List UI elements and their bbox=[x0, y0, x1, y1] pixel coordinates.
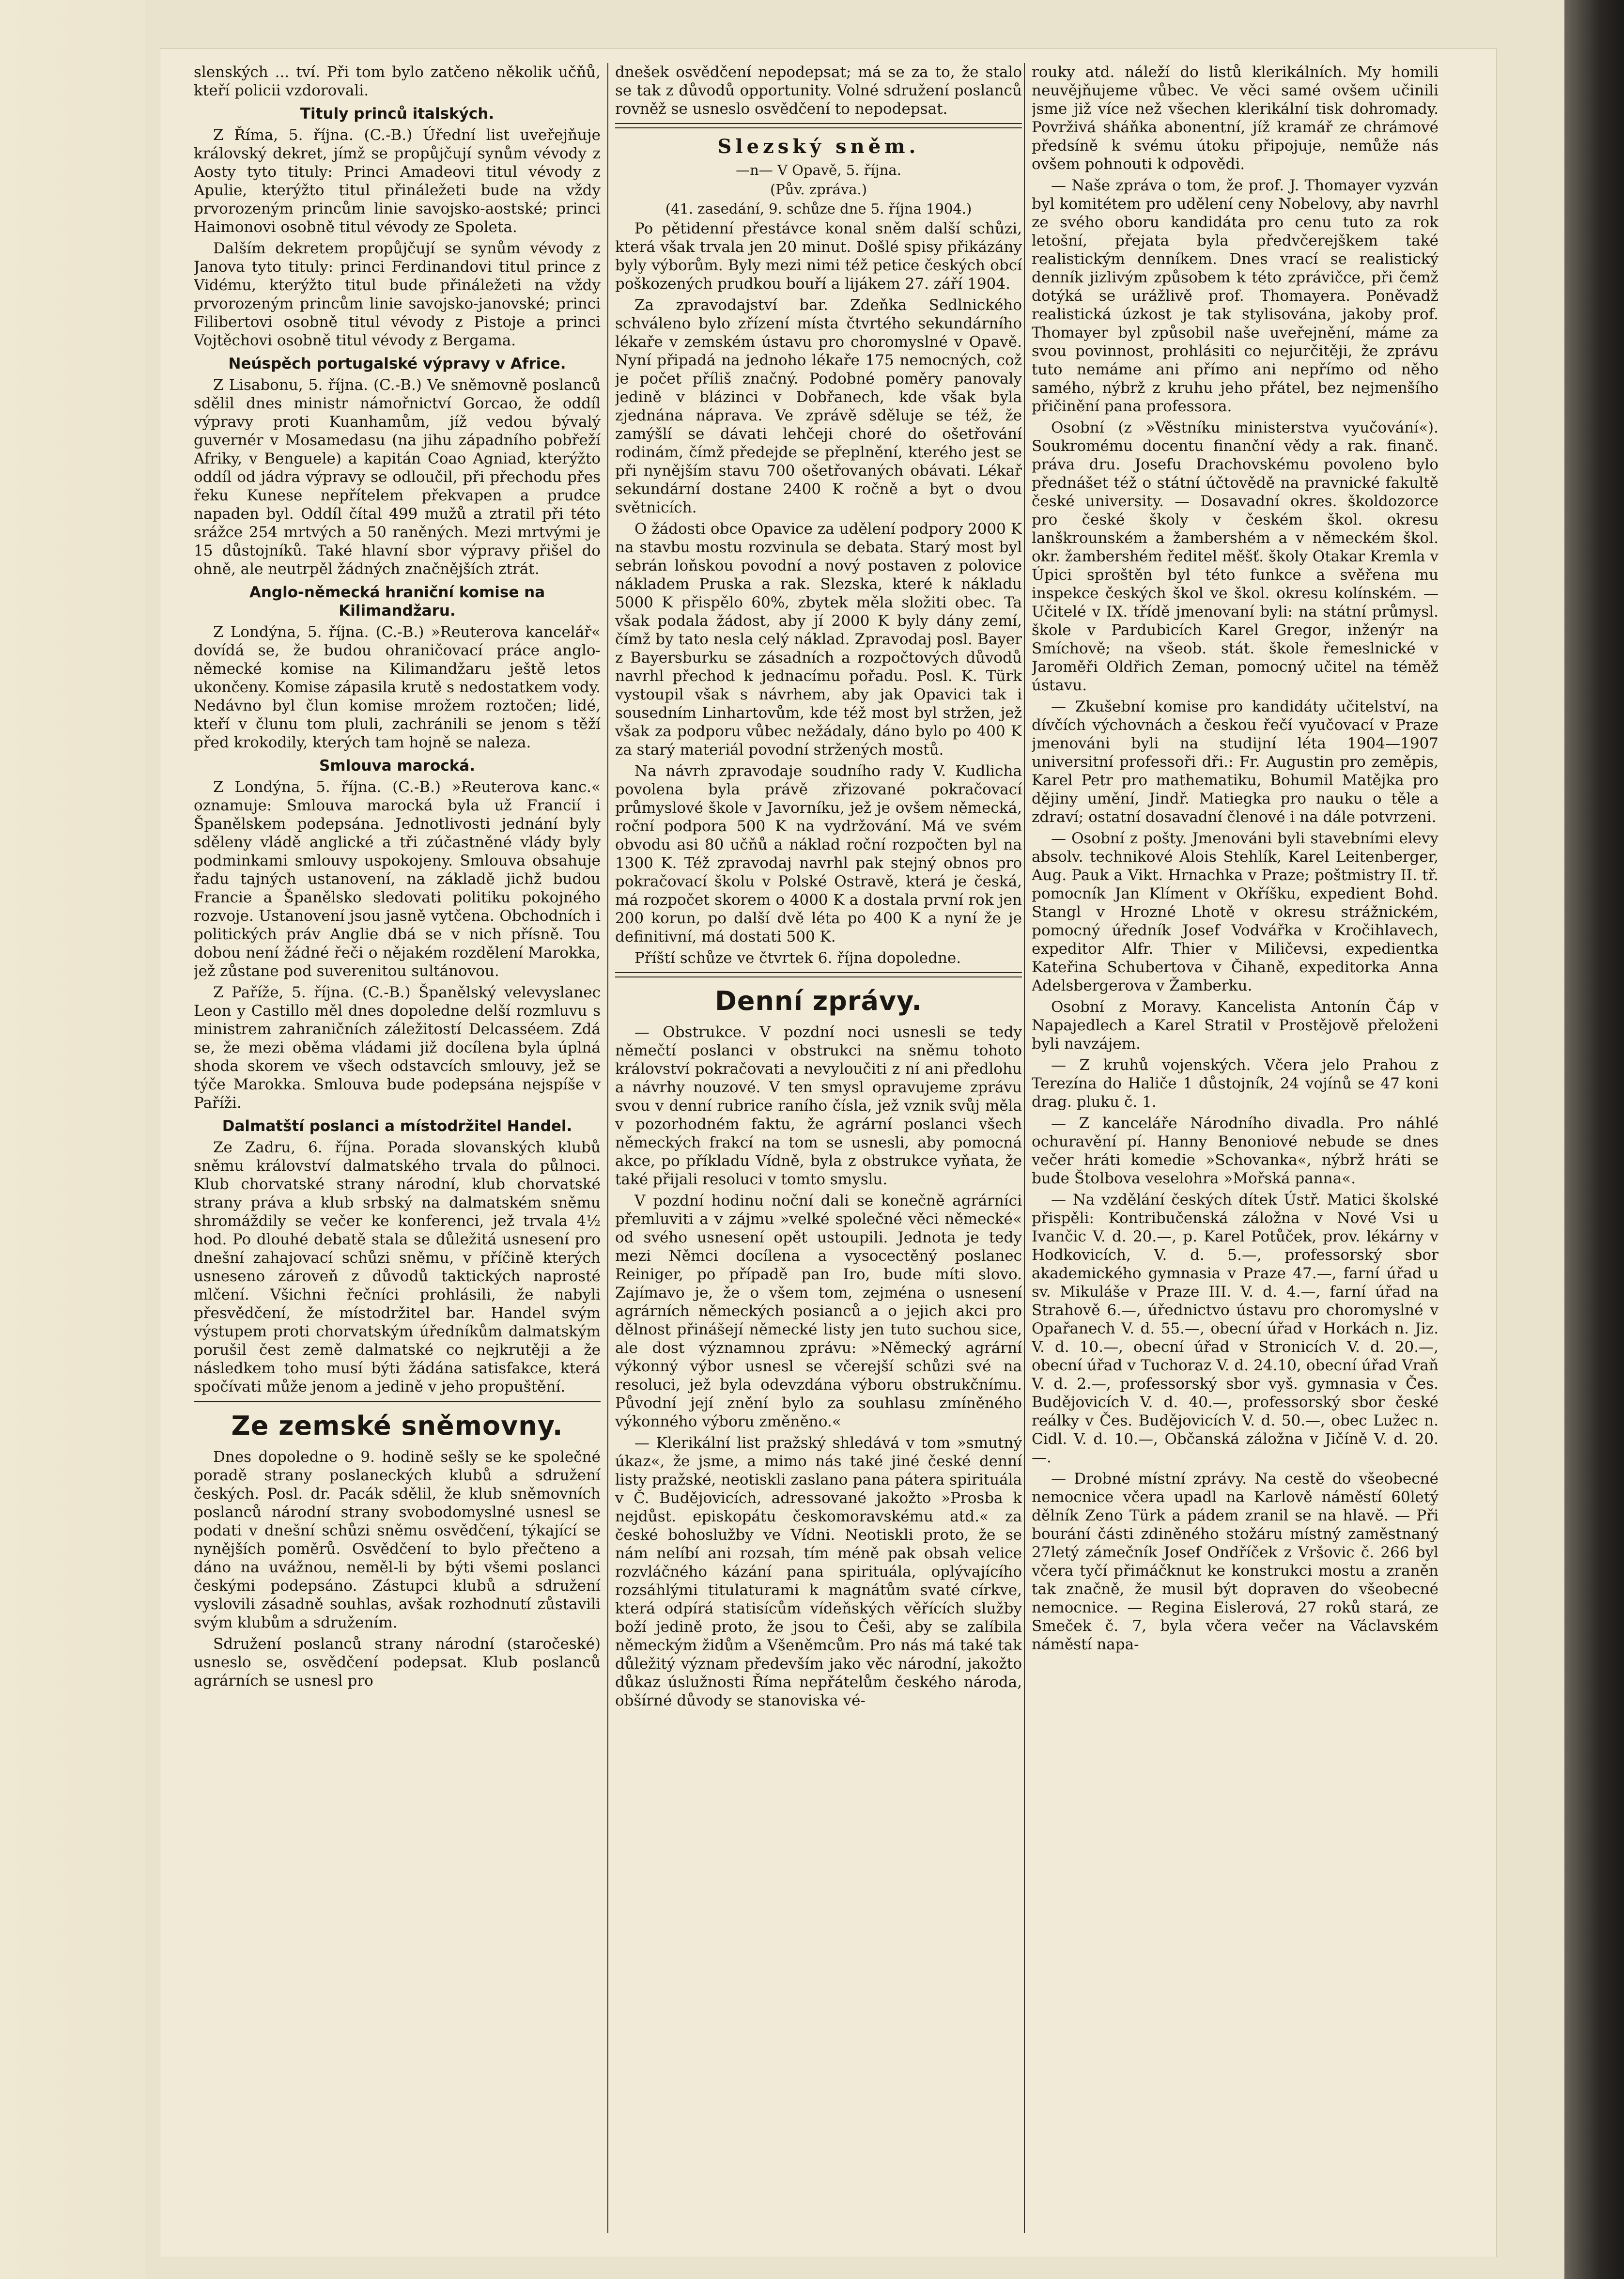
article-heading: Dalmatští poslanci a místodržitel Handel. bbox=[222, 1117, 572, 1135]
source-note: (Pův. zpráva.) bbox=[770, 181, 867, 198]
article-text: Z Říma, 5. října. (C.-B.) Úřední list uveřejňuje královský dekret, jímž se propůjčují synům vévody z Aosty tyto tituly: Princi Amadeovi titul vévody z Apulie, kterýžto titul přináležeti bude na vždy prvorozeným princům linie savojsko-aostské; princi Haimonovi osobně titul vévody ze Spoleta. bbox=[194, 126, 601, 236]
page-spine bbox=[0, 0, 145, 2279]
article-text: Z Paříže, 5. října. (C.-B.) Španělský velevyslanec Leon y Castillo měl dnes dopoledne delší rozmluvu s ministrem zahraničních záležitostí Delcasséem. Zdá se, že mezi oběma vládami již docílena byla úplná shoda skorem ve všech odstavcích smlouvy, jež se týče Marokka. Smlouva bude podepsána nejspíše v Paříži. bbox=[194, 984, 601, 1112]
article-text: Příští schůze ve čtvrtek 6. října dopoledne. bbox=[634, 949, 961, 967]
article-text: Ze Zadru, 6. října. Porada slovanských klubů sněmu království dalmatského trvala do půlnoci. Klub chorvatské strany národní, klub chorvatské strany práva a klub srbský na dalmatském sněmu shromáždily se večer ke konferenci, jež trvala 4½ hod. Po dlouhé debatě stala se důležitá usnesení pro dnešní zahajovací schůzi sněmu, v příčině kterých usneseno zároveň z důvodů taktických naprosté mlčení. Všichni řečníci prohlásili, že nabyli přesvědčení, že místodržitel bar. Handel svým výstupem proti chorvatským úředníkům dalmatským porušil čest země dalmatské co nejkrutěji a že následkem toho musí býti žádána satisfakce, která spočívati může jenom a jedině v jeho propuštění. bbox=[194, 1139, 601, 1395]
article-heading: Neúspěch portugalské výpravy v Africe. bbox=[228, 355, 566, 372]
section-heading: Slezský sněm. bbox=[717, 135, 920, 158]
column-2 bbox=[615, 63, 1022, 2233]
article-text: — Z kruhů vojenských. Včera jelo Prahou z Terezína do Haliče 1 důstojník, 24 vojínů se 47 koni drag. pluku č. 1. bbox=[1032, 1056, 1438, 1111]
page-edge-shadow bbox=[1564, 0, 1624, 2279]
article-text: Dnes dopoledne o 9. hodině sešly se ke společné poradě strany poslaneckých klubů a sdružení českých. Posl. dr. Pacák sdělil, že klub sněmovních poslanců národní strany svobodomyslné usnesl se podati v dnešní schůzi sněmu osvědčení, týkající se nynějších poměrů. Osvědčení to bylo přečteno a dáno na uvážnou, neměl-li by býti všemi poslanci českými podepsáno. Zástupci klubů a sdružení vyslovili zásadně souhlas, avšak rozhodnutí zůstavili svým klubům a sdružením. bbox=[194, 1448, 601, 1631]
article-text: Po pětidenní přestávce konal sněm další schůzi, která však trvala jen 20 minut. Došlé spisy přikázány byly výborům. Byly mezi nimi též petice českých obcí poškozených prudkou bouří a lijákem 27. září 1904. bbox=[615, 220, 1022, 293]
article-text: dnešek osvědčení nepodepsat; má se za to, že stalo se tak z důvodů opportunity. Volné sdružení poslanců rovněž se usneslo osvědčení to nepodepsat. bbox=[615, 63, 1022, 118]
article-text: Sdružení poslanců strany národní (staročeské) usneslo se, osvědčení podepsat. Klub poslanců agrárních se usnesl pro bbox=[194, 1635, 601, 1690]
dateline: —n— V Opavě, 5. října. bbox=[736, 162, 901, 178]
section-heading: Denní zprávy. bbox=[715, 986, 922, 1016]
article-text: — Drobné místní zprávy. Na cestě do všeobecné nemocnice včera upadl na Karlově náměstí 60letý dělník Zeno Türk a pádem zranil se na hlavě. — Při bourání části zdiněného stožáru místný zaměstnaný 27letý zámečník Josef Ondříček z Vršovic č. 266 byl včera tyčí přimáčknut ke konstrukci mostu a zraněn tak značně, že musil být dopraven do všeobecné nemocnice. — Regina Eislerová, 27 roků stará, ze Smeček č. 7, byla včera večer na Václavském náměstí napa- bbox=[1032, 1470, 1438, 1653]
section-heading: Ze zemské sněmovny. bbox=[231, 1411, 563, 1441]
article-text: Dalším dekretem propůjčují se synům vévody z Janova tyto tituly: princi Ferdinandovi titul prince z Vidému, kterýžto titul bude přináležeti na vždy prvorozeným princům linie savojsko-janovské; princi Filibertovi osobně titul vévody z Pistoje a princi Vojtěchovi osobně titul vévody z Bergama. bbox=[194, 240, 601, 349]
article-text: Za zpravodajství bar. Zdeňka Sedlnického schváleno bylo zřízení místa čtvrtého sekundárního lékaře v zemském ústavu pro choromyslné v Opavě. Nyní připadá na jednoho lékaře 175 nemocných, což je počet příliš značný. Podobné poměry panovaly jedině v blázinci v Dobřanech, kde však byla zjednána náprava. Ve zprávě sděluje se též, že zamýšlí se dávati lehčeji choré do ošetřování rodinám, čímž předejde se přeplnění, kterého jest se při nynějším stavu 700 ošetřovaných obávati. Lékař sekundární dostane 2400 K ročně a byt o dvou světnicích. bbox=[615, 296, 1022, 516]
article-text: — Z kanceláře Národního divadla. Pro náhlé ochuravění pí. Hanny Benoniové nebude se dnes večer hráti komedie »Schovanka«, nýbrž hráti se bude Štolbova veselohra »Mořská panna«. bbox=[1032, 1115, 1438, 1187]
article-text: O žádosti obce Opavice za udělení podpory 2000 K na stavbu mostu rozvinula se debata. Starý most byl sebrán loňskou povodní a nový postaven z polovice nákladem Pruska a rak. Slezska, které k nákladu 5000 K přispělo 60%, zbytek měla složiti obec. Ta však podala žádost, aby jí 2000 K byly dány zemí, čímž by tato nesla celý náklad. Zpravodaj posl. Bayer z Bayersburku se zásadních a rozpočtových důvodů navrhl přechod k jednacímu pořadu. Posl. K. Türk vystoupil však s návrhem, aby jak Opavici tak i sousedním Linhartovům, kde též most byl stržen, jež však za podporu vůbec nežádaly, dáno bylo po 400 K za starý materiál povodní stržených mostů. bbox=[615, 520, 1022, 759]
article-text: Osobní z Moravy. Kancelista Antonín Čáp v Napajedlech a Karel Stratil v Prostějově přeloženi byli navzájem. bbox=[1032, 998, 1438, 1053]
section-divider bbox=[615, 972, 1022, 977]
article-text: rouky atd. náleží do listů klerikálních. My homili neuvějňujeme vůbec. Ve věci samé ovšem učinili jsme již více než všechen klerikální tisk dohromady. Povrživá sháňka abonentní, jíž kramář ze chrámové předsíně k svému útoku připojuje, nemůže nás ovšem pohnouti k odpovědi. bbox=[1032, 63, 1438, 173]
column-rule bbox=[607, 63, 608, 2233]
article-text: Z Londýna, 5. října. (C.-B.) »Reuterova kancelář« dovídá se, že budou ohraničovací práce anglo-německé komise na Kilimandžaru ještě letos ukončeny. Komise zápasila krutě s nedostatkem vody. Nedávno byl člun komise mrožem roztočen; lidé, kteří v člunu tom pluli, zachránili se jenom s těží před krokodily, kterých tam hojně se naleza. bbox=[194, 623, 601, 751]
article-text: Osobní (z »Věstníku ministerstva vyučování«). Soukromému docentu finanční vědy a rak. finanč. práva dru. Josefu Drachovskému povoleno bylo přednášet též o státní účtovědě na pravnické fakultě české university. — Dosavadní okres. školdozorce pro české školy v českém škol. okresu lanškrounském a žambershém a v německém škol. okr. žambershém ředitel měšť. školy Otakar Kremla v Úpici sproštěn byl této funkce a svěřena mu inspekce českých škol ve škol. okresu kolínském. — Učitelé v IX. třídě jmenovaní byli: na státní průmysl. škole v Pardubicích Karel Gregor, inženýr na Smíchově; na všeob. stát. škole řemeslnické v Jaroměři Oldřich Zeman, pomocný učitel na téměž ústavu. bbox=[1032, 419, 1438, 694]
article-text: — Zkušební komise pro kandidáty učitelství, na dívčích výchovnách a českou řečí vyučovací v Praze jmenováni byli na studijní léta 1904—1907 universitní professoři dři.: Fr. Augustin pro zeměpis, Karel Petr pro mathematiku, Bohumil Matějka pro dějiny umění, Jindř. Matiegka pro nauku o těle a zdraví; ostatní dosavadní členové i na dále potvrzeni. bbox=[1032, 698, 1438, 826]
column-1 bbox=[194, 63, 601, 2233]
article-text: — Klerikální list pražský shledává v tom »smutný úkaz«, že jsme, a mimo nás také jiné české denní listy pražské, neotiskli zaslano pana pátera spirituála v Č. Budějovicích, adressované jakožto »Prosba k nejdůst. episkopátu českomoravskému atd.« za české bohoslužby ve Vídni. Neotiskli proto, že se nám nelíbí ani rozsah, tím méně pak obsah velice rozvláčného kázání pana spirituála, oplývajícího rozsáhlými titulaturami k magnátům svaté církve, která odpírá statisícům vídeňských věřících služby boží jedině proto, že jsou to Češi, aby se zalíbila německým židům a Všeněmcům. Pro nás má také tak důležitý význam především jako věc národní, jakožto důkaz úslužnosti Říma nepřátelům českého národa, obšírné důvody se stanoviska vé- bbox=[615, 1434, 1022, 1709]
section-divider bbox=[194, 1401, 601, 1402]
article-text: — Obstrukce. V pozdní noci usnesli se tedy němečtí poslanci v obstrukci na sněmu tohoto království pokračovati a nevyloučiti z ní ani předlohu a návrhy nouzové. V ten smysl opravujeme zprávu svou v denní rubrice raního čísla, jež vznik svůj měla v pozorhodném faktu, že agrární poslanci všech německých frakcí na tom se usnesli, aby pomocná akce, po příkladu Vídně, byla z obstrukce vyňata, že také přijali resoluci v tomto smyslu. bbox=[615, 1023, 1022, 1188]
session-note: (41. zasedání, 9. schůze dne 5. října 1904.) bbox=[665, 201, 972, 217]
article-heading: Anglo-německá hraniční komise na Kilimandžaru. bbox=[249, 584, 545, 620]
article-heading: Tituly princů italských. bbox=[300, 105, 495, 123]
article-text: — Na vzdělání českých dítek Ústř. Matici školské přispěli: Kontribučenská záložna v Nové Vsi u Ivančic V. d. 20.—, p. Karel Potůček, prov. lékárny v Hodkovicích, V. d. 5.—, professorský sbor akademického gymnasia v Praze 47.—, farní úřad u sv. Mikuláše v Praze III. V. d. 4.—, farní úřad na Strahově 6.—, úřednictvo ústavu pro choromyslné v Opařanech V. d. 55.—, obecní úřad v Horkách n. Jiz. V. d. 10.—, obecní úřad v Stronicích V. d. 20.—, obecní úřad v Tuchoraz V. d. 24.10, obecní úřad Vraň V. d. 2.—, professorský sbor vyš. gymnasia v Čes. Budějovicích V. d. 40.—, professorský sbor české reálky v Čes. Budějovicích V. d. 50.—, obec Lužec n. Cidl. V. d. 10.—, Občanská záložna v Jičíně V. d. 20.—. bbox=[1032, 1191, 1438, 1466]
article-heading: Smlouva marocká. bbox=[319, 757, 476, 775]
article-text: V pozdní hodinu noční dali se konečně agrárníci přemluviti a v zájmu »velké společné věci německé« od svého usnesení opět ustoupili. Jednota je tedy mezi Němci docílena a vysocectěný poslanec Reiniger, po případě pan Iro, bude míti slovo. Zajímavo je, že o všem tom, zejména o usnesení agrárních německých posianců a o jejich akci pro dělnost přinášejí německé listy jen tuto suchou sice, ale dost významnou zprávu: »Německý agrární výkonný výbor usnesl se včerejší schůzi své na resoluci, jež byla odevzdána výboru obstrukčnímu. Původní její znění bylo za souhlasu zmíněného výkonného výboru změněno.« bbox=[615, 1192, 1022, 1430]
column-3 bbox=[1032, 63, 1438, 2233]
article-text: Na návrh zpravodaje soudního rady V. Kudlicha povolena byla právě zřizované pokračovací průmyslové škole v Javorníku, jež je ovšem německá, roční podpora 500 K na vydržování. Má ve svém obvodu asi 80 učňů a náklad roční rozpočten byl na 1300 K. Též zpravodaj navrhl pak stejný obnos pro pokračovací školu v Polské Ostravě, která je česká, má rozpočet skorem o 4000 K a dostala první rok jen 200 korun, po další dvě léta po 400 K a nyní že je definitivní, má dostati 500 K. bbox=[615, 762, 1022, 946]
article-text: — Osobní z pošty. Jmenováni byli stavebními elevy absolv. technikové Alois Stehlík, Karel Leitenberger, Aug. Pauk a Vikt. Hrnachka v Praze; poštmistry II. tř. pomocník Jan Klíment v Okříšku, expedient Bohd. Stangl v Hrozné Lhotě v okresu strážnickém, pomocný úředník Josef Vodvářka v Kročihlavech, expeditor Alfr. Thier v Miličevsi, expedientka Kateřina Schubertova v Čihaně, expeditorka Anna Adelsbergerova v Žamberku. bbox=[1032, 830, 1438, 994]
article-text: Z Lisabonu, 5. října. (C.-B.) Ve sněmovně poslanců sdělil dnes ministr námořnictví Gorcao, že oddíl výpravy proti Kuanhamům, jíž vedou bývalý guvernér v Mosamedasu (na jihu západního pobřeží Afriky, v Benguele) a kapitán Coao Agniad, kterýžto oddíl od jádra výpravy se odloučil, při přechodu přes řeku Kunese nepřítelem překvapen a prudce napaden byl. Oddíl čítal 499 mužů a ztratil při této srážce 254 mrtvých a 50 raněných. Mezi mrtvými je 15 důstojníků. Také hlavní sbor výpravy přišel do ohně, ale neutrpěl žádných značnějších ztrát. bbox=[194, 376, 601, 578]
article-text: Z Londýna, 5. října. (C.-B.) »Reuterova kanc.« oznamuje: Smlouva marocká byla už Francií i Španělskem podepsána. Jednotlivosti jednání byly sděleny vládě anglické a tři zúčastněné vlády byly podminkami smlouvy uspokojeny. Smlouva obsahuje řadu tajných ustanovení, na základě jichž budou Francie a Španělsko sledovati politiku pokojného rozvoje. Ustanovení jsou jasně vytčena. Obchodních i politických práv Anglie dbá se v nich přísně. Tou dobou není žádné řeči o nějakém rozdělení Marokka, jež zůstane pod suverenitou sultánovou. bbox=[194, 778, 601, 980]
article-text: slenských ... tví. Při tom bylo zatčeno několik učňů, kteří policii vzdorovali. bbox=[194, 63, 601, 99]
column-rule bbox=[1024, 63, 1025, 2233]
section-divider bbox=[615, 123, 1022, 128]
article-text: — Naše zpráva o tom, že prof. J. Thomayer vyzván byl komitétem pro udělení ceny Nobelovy, aby navrhl ze svého oboru kandidáta pro cenu tuto za rok letošní, přejata byla předvčerejškem také realistickým denníkem. Dnes vrací se realistický denník jizlivým způsobem k této zprávičce, při čemž dotýká se urážlivě prof. Thomayera. Poněvadž realistická úzkost je tak stylisována, jakoby prof. Thomayer byl způsobil naše uveřejnění, máme za svou povinnost, prohlásiti co nejurčitěji, že zprávu tuto nemáme ani přímo ani nepřímo od něho samého, nýbrž z kruhu jeho přátel, bez nejmenšího přičinění pana professora. bbox=[1032, 177, 1438, 415]
